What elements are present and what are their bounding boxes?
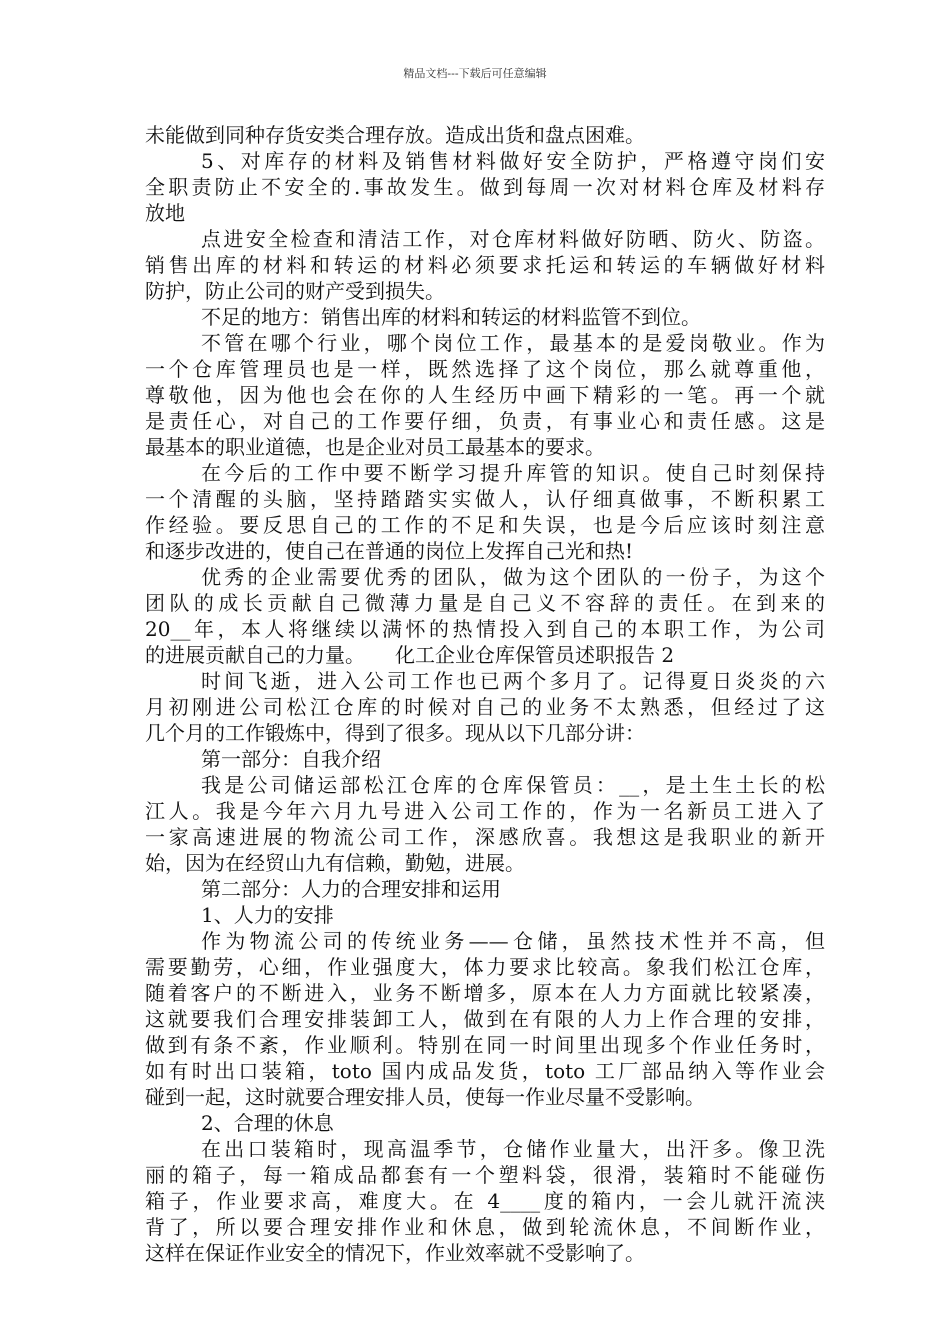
text-line: 月初刚进公司松江仓库的时候对自己的业务不太熟悉，但经过了这: [145, 695, 825, 719]
text-line: 尊敬他，因为他也会在你的人生经历中画下精彩的一笔。再一个就: [145, 383, 825, 407]
page-header: 精品文档---下载后可任意编辑: [403, 67, 547, 80]
text-line: 我是公司储运部松江仓库的仓库保管员：__，是土生土长的松: [201, 773, 825, 797]
text-line: 一家高速进展的物流公司工作，深感欣喜。我想这是我职业的新开: [145, 825, 825, 849]
text-line: 这样在保证作业安全的情况下，作业效率就不受影响了。: [145, 1241, 645, 1265]
text-line: 未能做到同种存货安类合理存放。造成出货和盘点困难。: [145, 123, 645, 147]
text-line: 一个仓库管理员也是一样，既然选择了这个岗位，那么就尊重他，: [145, 357, 825, 381]
text-line: 点进安全检查和清洁工作，对仓库材料做好防晒、防火、防盗。: [201, 227, 825, 251]
text-line: 放地: [145, 201, 185, 225]
text-line: 全职责防止不安全的.事故发生。做到每周一次对材料仓库及材料存: [145, 175, 825, 199]
text-line: 这就要我们合理安排装卸工人，做到在有限的人力上作合理的安排，: [145, 1007, 825, 1031]
text-line: 几个月的工作锻炼中，得到了很多。现从以下几部分讲：: [145, 721, 645, 745]
text-line: 5、对库存的材料及销售材料做好安全防护，严格遵守岗们安: [201, 149, 825, 173]
text-line: 在今后的工作中要不断学习提升库管的知识。使自己时刻保持: [201, 461, 825, 485]
text-line: 和逐步改进的，使自己在普通的岗位上发挥自己光和热!: [145, 539, 634, 563]
text-line: 作为物流公司的传统业务——仓储，虽然技术性并不高，但: [201, 929, 825, 953]
text-line: 时间飞逝，进入公司工作也已两个多月了。记得夏日炎炎的六: [201, 669, 825, 693]
text-line: 背了，所以要合理安排作业和休息，做到轮流休息，不间断作业，: [145, 1215, 825, 1239]
document-body: [145, 122, 825, 1266]
text-line: 优秀的企业需要优秀的团队，做为这个团队的一份子，为这个: [201, 565, 825, 589]
text-line: 2、合理的休息: [201, 1111, 334, 1135]
text-line: 最基本的职业道德，也是企业对员工最基本的要求。: [145, 435, 605, 459]
text-line: 做到有条不紊，作业顺利。特别在同一时间里出现多个作业任务时，: [145, 1033, 825, 1057]
text-line: 1、人力的安排: [201, 903, 334, 927]
text-line: 的进展贡献自己的力量。 化工企业仓库保管员述职报告 2: [145, 643, 675, 667]
text-line: 如有时出口装箱，toto 国内成品发货，toto 工厂部品纳入等作业会: [145, 1059, 825, 1083]
text-line: 是责任心，对自己的工作要仔细，负责，有事业心和责任感。这是: [145, 409, 825, 433]
text-line: 需要勤劳，心细，作业强度大，体力要求比较高。象我们松江仓库，: [145, 955, 825, 979]
text-line: 防护，防止公司的财产受到损失。: [145, 279, 445, 303]
text-line: 第二部分：人力的合理安排和运用: [201, 877, 501, 901]
text-line: 随着客户的不断进入，业务不断增多，原本在人力方面就比较紧凑，: [145, 981, 825, 1005]
text-line: 江人。我是今年六月九号进入公司工作的，作为一名新员工进入了: [145, 799, 825, 823]
text-line: 箱子，作业要求高，难度大。在 4____度的箱内，一会儿就汗流浃: [145, 1189, 825, 1213]
text-line: 碰到一起，这时就要合理安排人员，使每一作业尽量不受影响。: [145, 1085, 705, 1109]
text-line: 丽的箱子，每一箱成品都套有一个塑料袋，很滑，装箱时不能碰伤: [145, 1163, 825, 1187]
text-line: 在出口装箱时，现高温季节，仓储作业量大，出汗多。像卫洗: [201, 1137, 825, 1161]
text-line: 销售出库的材料和转运的材料必须要求托运和转运的车辆做好材料: [145, 253, 825, 277]
text-line: 团队的成长贡献自己微薄力量是自己义不容辞的责任。在到来的: [145, 591, 825, 615]
text-line: 始，因为在经贸山九有信赖，勤勉，进展。: [145, 851, 525, 875]
text-line: 20__年，本人将继续以满怀的热情投入到自己的本职工作，为公司: [145, 617, 825, 641]
text-line: 第一部分：自我介绍: [201, 747, 381, 771]
text-line: 作经验。要反思自己的工作的不足和失误，也是今后应该时刻注意: [145, 513, 825, 537]
text-line: 一个清醒的头脑，坚持踏踏实实做人，认仔细真做事，不断积累工: [145, 487, 825, 511]
text-line: 不足的地方：销售出库的材料和转运的材料监管不到位。: [201, 305, 701, 329]
text-line: 不管在哪个行业，哪个岗位工作，最基本的是爱岗敬业。作为: [201, 331, 825, 355]
